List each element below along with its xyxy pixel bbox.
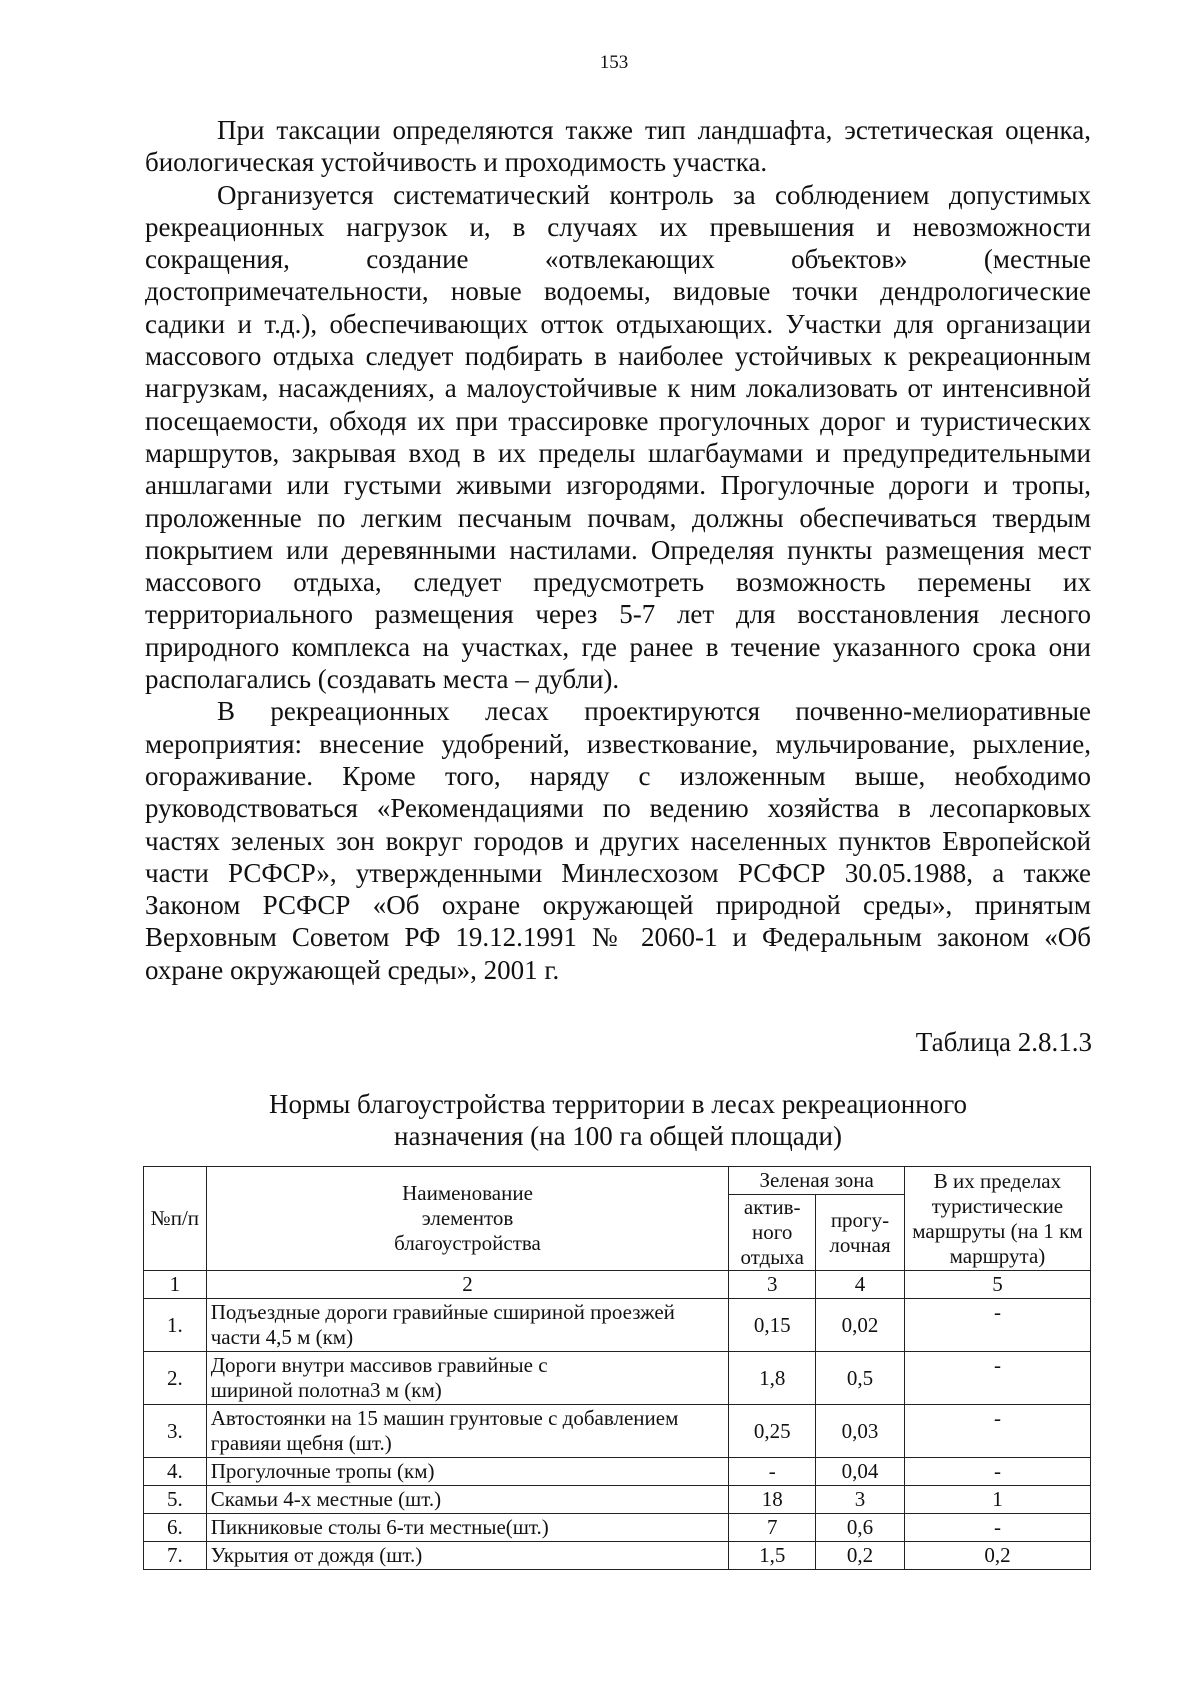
row-num: 7. [144, 1542, 207, 1570]
header-green-zone: Зеленая зона [729, 1167, 905, 1195]
column-number: 5 [904, 1271, 1090, 1299]
row-walking: 0,02 [816, 1299, 905, 1352]
row-walking: 0,6 [816, 1514, 905, 1542]
row-name: Укрытия от дождя (шт.) [206, 1542, 729, 1570]
row-name: Автостоянки на 15 машин грунтовые с добавлением гравияи щебня (шт.) [206, 1405, 729, 1458]
row-name: Скамьи 4-х местные (шт.) [206, 1486, 729, 1514]
row-num: 6. [144, 1514, 207, 1542]
column-number: 1 [144, 1271, 207, 1299]
row-active: 7 [729, 1514, 816, 1542]
row-name: Пикниковые столы 6-ти местные(шт.) [206, 1514, 729, 1542]
column-number: 3 [729, 1271, 816, 1299]
norms-table [143, 1166, 1091, 1570]
table-row [144, 1486, 1091, 1514]
paragraph: При таксации определяются также тип ландшафта, эстетическая оценка, биологическая устойчивость и проходимость участка. [145, 115, 1091, 178]
table-row [144, 1352, 1091, 1405]
row-route: 0,2 [904, 1542, 1090, 1570]
row-name: Дороги внутри массивов гравийные с шириной полотна3 м (км) [206, 1352, 729, 1405]
table-label: Таблица 2.8.1.3 [915, 1027, 1092, 1057]
row-route: - [904, 1405, 1090, 1458]
row-name: Прогулочные тропы (км) [206, 1458, 729, 1486]
column-number: 2 [206, 1271, 729, 1299]
row-active: 0,25 [729, 1405, 816, 1458]
table-title-line: назначения (на 100 га общей площади) [394, 1121, 842, 1151]
paragraph: Организуется систематический контроль за соблюдением допустимых рекреационных нагрузок и, в случаях их превышения и невозможности сокращения, создание «отвлекающих объектов» (местные достопримечательности, новые водоемы, видовые точки дендрологические садики и т.д.), обеспечивающих отток отдыхающих. Участки для организации массового отдыха следует подбирать в наиболее устойчивых к рекреационным нагрузкам, насаждениях, а малоустойчивые к ним локализовать от интенсивной посещаемости, обходя их при трассировке прогулочных дорог и туристических маршрутов, закрывая вход в их пределы шлагбаумами и предупредительными аншлагами или густыми живыми изгородями. Прогулочные дороги и тропы, проложенные по легким песчаным почвам, должны обеспечиваться твердым покрытием или деревянными настилами. Определяя пункты размещения мест массового отдыха, следует предусмотреть возможность перемены их территориального размещения через 5-7 лет для восстановления лесного природного комплекса на участках, где ранее в течение указанного срока они располагались (создавать места – дубли). [145, 179, 1091, 695]
paragraph: В рекреационных лесах проектируются почвенно-мелиоративные мероприятия: внесение удобрений, известкование, мульчирование, рыхление, огораживание. Кроме того, наряду с изложенным выше, необходимо руководствоваться «Рекомендациями по ведению хозяйства в лесопарковых частях зеленых зон вокруг городов и других населенных пунктов Европейской части РСФСР», утвержденными Минлесхозом РСФСР 30.05.1988, а также Законом РСФСР «Об охране окружающей природной среды», принятым Верховным Советом РФ 19.12.1991 № 2060-1 и Федеральным законом «Об охране окружающей среды», 2001 г. [145, 696, 1091, 985]
row-route: - [904, 1458, 1090, 1486]
body-text [145, 114, 1091, 986]
column-number-row [144, 1271, 1091, 1299]
row-route: - [904, 1299, 1090, 1352]
row-num: 2. [144, 1352, 207, 1405]
row-route: 1 [904, 1486, 1090, 1514]
row-walking: 0,2 [816, 1542, 905, 1570]
header-name: Наименование элементов благоустройства [206, 1167, 729, 1271]
row-route: - [904, 1514, 1090, 1542]
row-route: - [904, 1352, 1090, 1405]
row-active: 0,15 [729, 1299, 816, 1352]
header-num: №п/п [144, 1167, 207, 1271]
row-walking: 0,04 [816, 1458, 905, 1486]
table-row [144, 1458, 1091, 1486]
table-header-row [144, 1167, 1091, 1195]
table-row [144, 1405, 1091, 1458]
column-number: 4 [816, 1271, 905, 1299]
row-name: Подъездные дороги гравийные сшириной проезжей части 4,5 м (км) [206, 1299, 729, 1352]
row-active: 18 [729, 1486, 816, 1514]
table-row [144, 1542, 1091, 1570]
page-number: 153 [599, 52, 629, 73]
row-walking: 3 [816, 1486, 905, 1514]
row-num: 5. [144, 1486, 207, 1514]
table-title-line: Нормы благоустройства территории в лесах рекреационного [268, 1089, 968, 1119]
table-title [145, 1088, 1091, 1152]
row-num: 1. [144, 1299, 207, 1352]
row-num: 3. [144, 1405, 207, 1458]
header-active: актив-ного отдыха [729, 1195, 816, 1271]
header-within-routes: В их пределах туристические маршруты (на 1 км маршрута) [904, 1167, 1090, 1271]
table-row [144, 1514, 1091, 1542]
row-num: 4. [144, 1458, 207, 1486]
row-active: 1,8 [729, 1352, 816, 1405]
header-walking: прогу-лочная [816, 1195, 905, 1271]
table-row [144, 1299, 1091, 1352]
row-walking: 0,5 [816, 1352, 905, 1405]
row-active: - [729, 1458, 816, 1486]
row-walking: 0,03 [816, 1405, 905, 1458]
row-active: 1,5 [729, 1542, 816, 1570]
